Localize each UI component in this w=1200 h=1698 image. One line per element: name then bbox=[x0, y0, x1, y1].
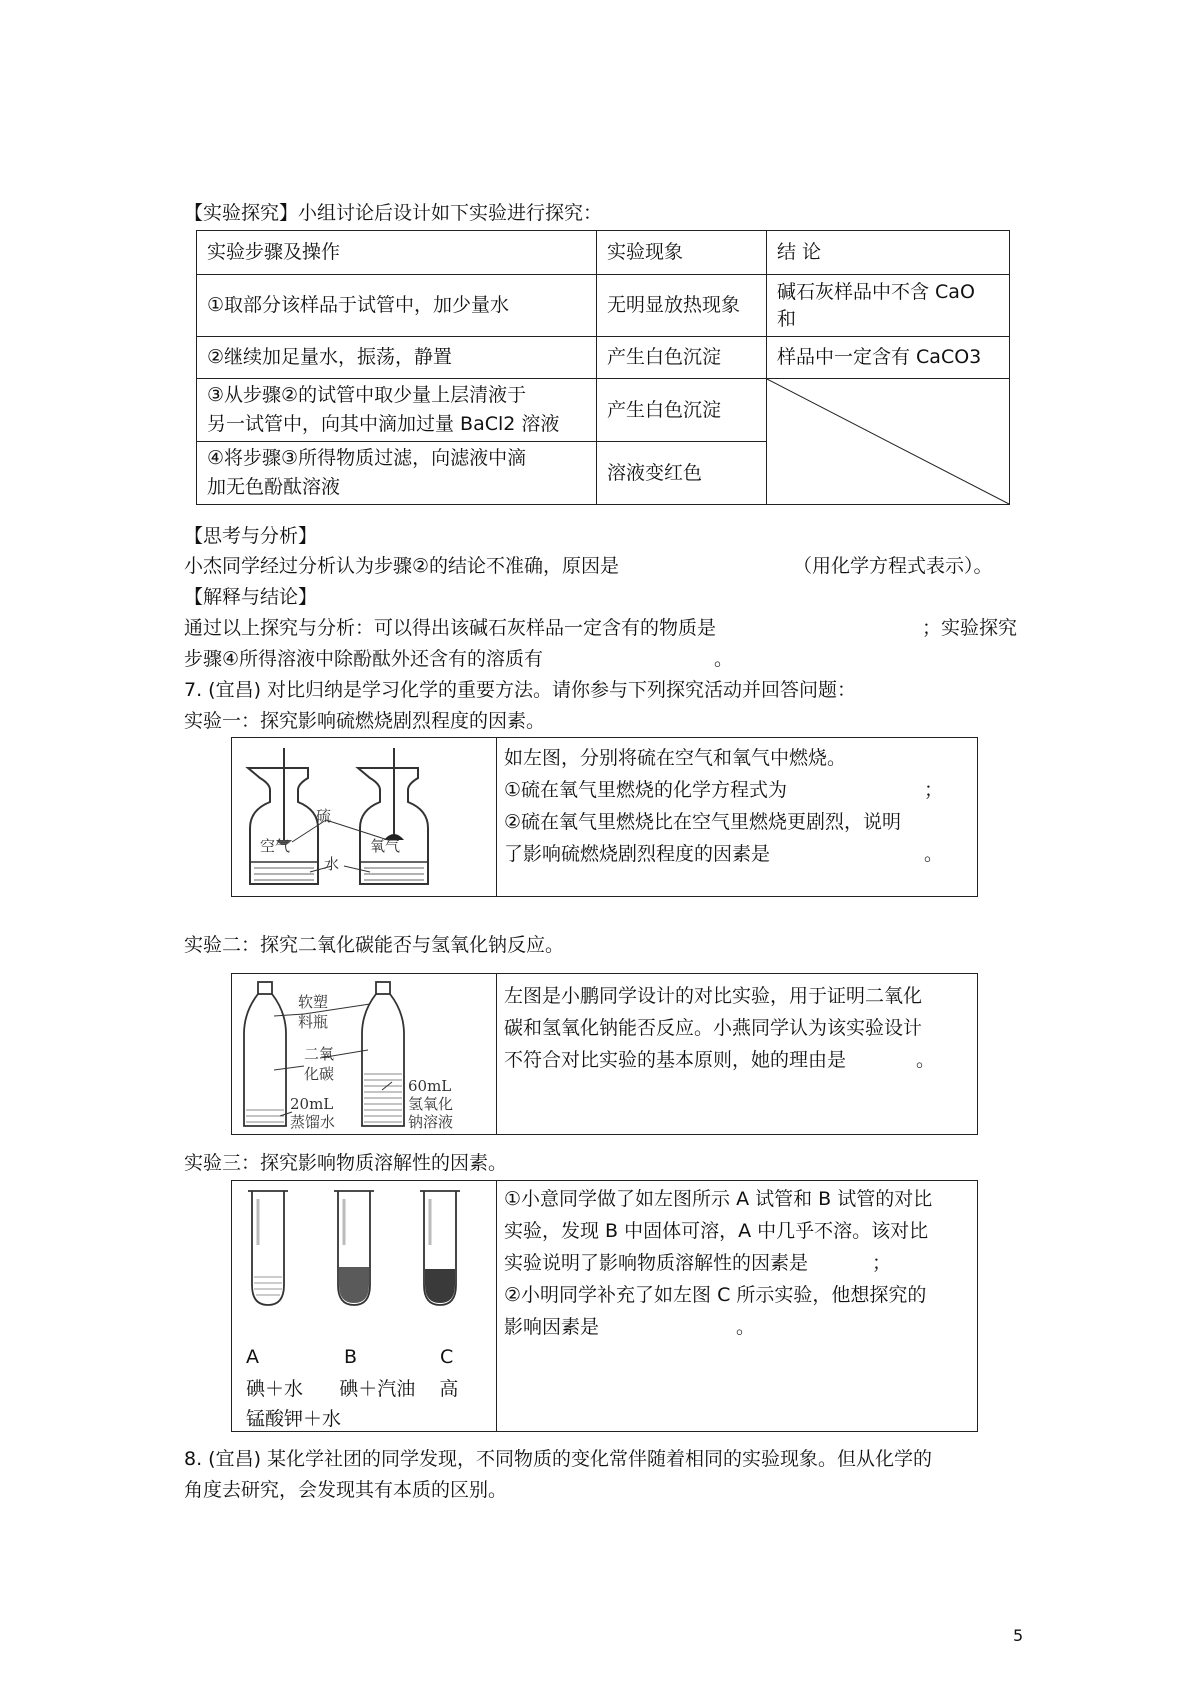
label-sulfur: 硫 bbox=[316, 807, 332, 825]
step-line: 加无色酚酞溶液 bbox=[207, 476, 341, 498]
experiment-1-box bbox=[231, 737, 978, 897]
tube-label-b: B bbox=[344, 1346, 358, 1368]
diagonal-line bbox=[767, 379, 1009, 504]
table-header-row bbox=[197, 231, 1010, 275]
exp3-text-line: ②小明同学补充了如左图 C 所示实验，他想探究的 bbox=[504, 1284, 927, 1306]
table-header-cell: 实验现象 bbox=[597, 231, 767, 275]
table-cell-phenomenon: 产生白色沉淀 bbox=[597, 337, 767, 379]
label-naoh-solution: 钠溶液 bbox=[408, 1113, 454, 1131]
analysis-text-end: （用化学方程式表示）。 bbox=[793, 555, 993, 577]
section-heading-conclusion: 【解释与结论】 bbox=[184, 586, 318, 608]
experiment-2-box bbox=[231, 973, 978, 1135]
label-carbon-dioxide: 二氧 bbox=[304, 1045, 335, 1063]
table-cell-step bbox=[197, 442, 597, 505]
label-naoh-solution: 氢氧化 bbox=[408, 1095, 454, 1113]
label-distilled-water: 蒸馏水 bbox=[290, 1113, 336, 1131]
conclusion-text: 通过以上探究与分析：可以得出该碱石灰样品一定含有的物质是 bbox=[184, 617, 717, 639]
table-header-cell: 实验步骤及操作 bbox=[197, 231, 597, 275]
exp2-text-end: 。 bbox=[916, 1049, 936, 1071]
label-water: 水 bbox=[324, 855, 340, 873]
label-plastic-bottle: 料瓶 bbox=[298, 1013, 329, 1031]
label-air: 空气 bbox=[260, 837, 291, 855]
exp1-text-line: ②硫在氧气里燃烧比在空气里燃烧更剧烈，说明 bbox=[504, 811, 902, 833]
solubility-tubes-figure bbox=[238, 1185, 488, 1315]
exp3-text-line: 实验，发现 B 中固体可溶，A 中几乎不溶。该对比 bbox=[504, 1220, 929, 1242]
experiment-1-title: 实验一：探究影响硫燃烧剧烈程度的因素。 bbox=[184, 710, 546, 732]
experiment-3-box bbox=[231, 1180, 978, 1432]
label-volume-water: 20mL bbox=[290, 1095, 334, 1113]
table-cell-phenomenon: 无明显放热现象 bbox=[597, 275, 767, 337]
experiment-2-title: 实验二：探究二氧化碳能否与氢氧化钠反应。 bbox=[184, 934, 565, 956]
step-line: ④将步骤③所得物质过滤，向滤液中滴 bbox=[207, 447, 527, 469]
exp1-text-end: 。 bbox=[924, 843, 944, 865]
conclusion-text: 步骤④所得溶液中除酚酞外还含有的溶质有 bbox=[184, 648, 544, 670]
conclusion-line: 碱石灰样品中不含 CaO bbox=[777, 280, 975, 303]
table-cell-conclusion bbox=[767, 275, 1010, 337]
table-cell-phenomenon: 溶液变红色 bbox=[597, 442, 767, 505]
exp2-text-line: 碳和氢氧化钠能否反应。小燕同学认为该实验设计 bbox=[504, 1017, 923, 1039]
page-number: 5 bbox=[1013, 1626, 1024, 1645]
exp3-text-end: 。 bbox=[736, 1316, 756, 1338]
table-cell-step: ①取部分该样品于试管中，加少量水 bbox=[197, 275, 597, 337]
table-header-cell: 结 论 bbox=[767, 231, 1010, 275]
table-cell-empty-diagonal bbox=[767, 379, 1010, 505]
experiment-3-title: 实验三：探究影响物质溶解性的因素。 bbox=[184, 1152, 508, 1174]
analysis-text: 小杰同学经过分析认为步骤②的结论不准确，原因是 bbox=[184, 555, 620, 577]
label-volume-naoh: 60mL bbox=[408, 1077, 452, 1095]
table-cell-step bbox=[197, 379, 597, 442]
table-row bbox=[197, 337, 1010, 379]
exp2-text-line: 不符合对比实验的基本原则，她的理由是 bbox=[504, 1049, 847, 1071]
conclusion-text-end: ；实验探究 bbox=[922, 617, 1018, 639]
step-line: 另一试管中，向其中滴加过量 BaCl2 溶液 bbox=[207, 413, 560, 435]
conclusion-line: 和 bbox=[777, 307, 797, 330]
step-line: ③从步骤②的试管中取少量上层清液于 bbox=[207, 384, 527, 406]
section-heading-analysis: 【思考与分析】 bbox=[184, 525, 318, 547]
exp3-text-line: 影响因素是 bbox=[504, 1316, 600, 1338]
question-8-line: 8. (宜昌) 某化学社团的同学发现，不同物质的变化常伴随着相同的实验现象。但从化学的 bbox=[184, 1448, 933, 1470]
exp1-text-line: 了影响硫燃烧剧烈程度的因素是 bbox=[504, 843, 771, 865]
tube-label-a: A bbox=[246, 1346, 259, 1368]
question-7-title: 7. (宜昌) 对比归纳是学习化学的重要方法。请你参与下列探究活动并回答问题： bbox=[184, 679, 857, 701]
exp2-text-line: 左图是小鹏同学设计的对比实验，用于证明二氧化 bbox=[504, 985, 923, 1007]
question-8-line: 角度去研究，会发现其有本质的区别。 bbox=[184, 1479, 508, 1501]
label-plastic-bottle: 软塑 bbox=[298, 993, 329, 1011]
exp3-text-line: 实验说明了影响物质溶解性的因素是 bbox=[504, 1252, 809, 1274]
exp1-text-end: ； bbox=[924, 779, 944, 801]
conclusion-text-end: 。 bbox=[714, 648, 734, 670]
tube-caption: 锰酸钾＋水 bbox=[246, 1408, 342, 1430]
table-row bbox=[197, 379, 1010, 442]
section-heading-experiment: 【实验探究】小组讨论后设计如下实验进行探究： bbox=[184, 202, 603, 224]
exp3-text-end: ； bbox=[872, 1252, 892, 1274]
tube-caption: 碘＋水 碘＋汽油 高 bbox=[246, 1378, 459, 1400]
exp1-text-line: 如左图，分别将硫在空气和氧气中燃烧。 bbox=[504, 747, 847, 769]
sulfur-combustion-figure bbox=[240, 744, 488, 890]
experiment-table bbox=[196, 230, 1010, 505]
tube-label-c: C bbox=[440, 1346, 454, 1368]
table-cell-step: ②继续加足量水，振荡，静置 bbox=[197, 337, 597, 379]
exp1-text-line: ①硫在氧气里燃烧的化学方程式为 bbox=[504, 779, 788, 801]
table-row bbox=[197, 275, 1010, 337]
label-oxygen: 氧气 bbox=[370, 837, 401, 855]
label-carbon-dioxide: 化碳 bbox=[304, 1065, 335, 1083]
exp3-text-line: ①小意同学做了如左图所示 A 试管和 B 试管的对比 bbox=[504, 1188, 933, 1210]
table-cell-phenomenon: 产生白色沉淀 bbox=[597, 379, 767, 442]
table-cell-conclusion: 样品中一定含有 CaCO3 bbox=[767, 337, 1010, 379]
